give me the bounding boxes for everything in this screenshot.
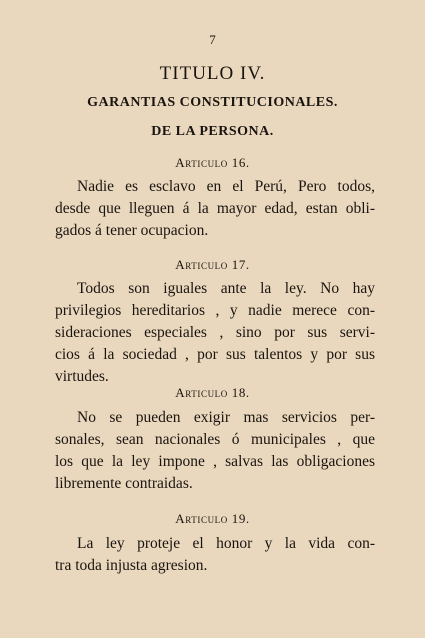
article-16-line: Nadie es esclavo en el Perú, Pero todos, — [77, 178, 375, 195]
article-18-line: los que la ley impone , salvas las obligaciones — [55, 453, 375, 470]
article-17-line: sideraciones especiales , sino por sus servi- — [55, 324, 375, 341]
subtitle-person: DE LA PERSONA. — [151, 124, 274, 139]
article-17-line: cios á la sociedad , por sus talentos y por sus — [55, 346, 375, 363]
article-17-line: virtudes. — [55, 368, 109, 385]
article-17-body — [55, 278, 375, 388]
article-19-line: tra toda injusta agresion. — [55, 557, 208, 574]
article-16-line: gados á tener ocupacion. — [55, 222, 209, 239]
article-19-body — [55, 533, 375, 577]
article-17-line: Todos son iguales ante la ley. No hay — [77, 280, 375, 297]
subtitle-constitutional-guarantees: GARANTIAS CONSTITUCIONALES. — [87, 95, 338, 110]
article-16-heading: Articulo 16. — [175, 155, 250, 170]
article-18-line: sonales, sean nacionales ó municipales , que — [55, 431, 375, 448]
article-16-body — [55, 176, 375, 242]
title-heading: TITULO IV. — [159, 63, 266, 84]
article-18-body — [55, 407, 375, 495]
page-number: 7 — [209, 32, 216, 47]
article-17-line: privilegios hereditarios , y nadie merece con- — [55, 302, 375, 319]
article-16-line: desde que lleguen á la mayor edad, estan obli- — [55, 200, 375, 217]
article-18-line: libremente contraidas. — [55, 475, 193, 492]
article-17-heading: Articulo 17. — [175, 257, 250, 272]
article-18-heading: Articulo 18. — [175, 385, 250, 400]
article-18-line: No se pueden exigir mas servicios per- — [77, 409, 375, 426]
article-19-line: La ley proteje el honor y la vida con- — [77, 535, 375, 552]
article-19-heading: Articulo 19. — [175, 511, 250, 526]
